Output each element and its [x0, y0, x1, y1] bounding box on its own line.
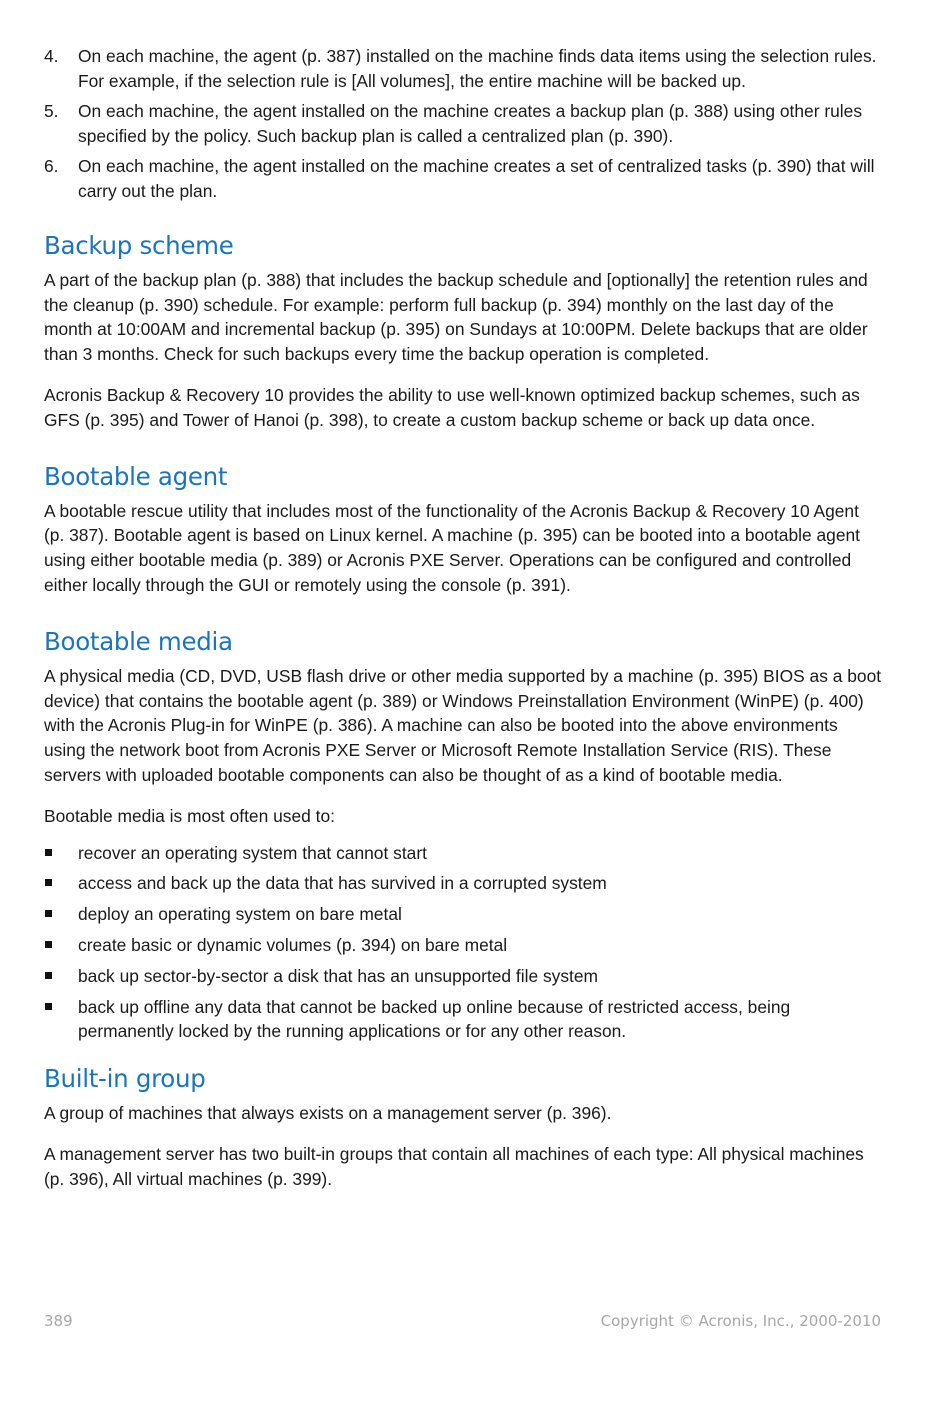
step-text: On each machine, the agent installed on the machine creates a backup plan (p. 388) using other rules specified by the policy. Such backup plan is called a centralized plan (p. 390).	[78, 101, 863, 146]
list-item-text: access and back up the data that has survived in a corrupted system	[78, 873, 607, 894]
page-footer	[44, 1312, 881, 1330]
paragraph: A part of the backup plan (p. 388) that includes the backup schedule and [optionally] the retention rules and the cleanup (p. 390) schedule. For example: perform full backup (p. 394) monthly on the last day of the month at 10:00AM and incremental backup (p. 395) on Sundays at 10:00PM. Delete backups that are older than 3 months. Check for such backups every time the backup operation is completed.	[44, 269, 868, 365]
heading-built-in-group: Built-in group	[44, 1064, 206, 1094]
list-item-text: create basic or dynamic volumes (p. 394) on bare metal	[78, 934, 508, 955]
bullet-square-icon	[45, 910, 52, 917]
paragraph: A bootable rescue utility that includes most of the functionality of the Acronis Backup & Recovery 10 Agent (p. 387). Bootable agent is based on Linux kernel. A machine (p. 395) can be booted into a bootable agent using either bootable media (p. 389) or Acronis PXE Server. Operations can be configured and controlled either locally through the GUI or remotely using the console (p. 391).	[44, 500, 861, 595]
paragraph: Acronis Backup & Recovery 10 provides the ability to use well-known optimized backup schemes, such as GFS (p. 395) and Tower of Hanoi (p. 398), to create a custom backup scheme or back up data once.	[44, 384, 860, 430]
paragraph: A management server has two built-in groups that contain all machines of each type: All physical machines (p. 396), All virtual machines (p. 399).	[44, 1143, 864, 1189]
bullet-square-icon	[45, 941, 52, 948]
section-backup-scheme	[44, 231, 884, 433]
step-text: On each machine, the agent (p. 387) installed on the machine finds data items using the selection rules. For example, if the selection rule is [All volumes], the entire machine will be backed up.	[78, 46, 877, 91]
paragraph: A physical media (CD, DVD, USB flash drive or other media supported by a machine (p. 395) BIOS as a boot device) that contains the bootable agent (p. 389) or Windows Preinstallation Environment (WinPE) (p. 400) with the Acronis Plug-in for WinPE (p. 386). A machine can also be booted into the above environments using the network boot from Acronis PXE Server or Microsoft Remote Installation Service (RIS). These servers with uploaded bootable components can also be thought of as a kind of bootable media.	[44, 665, 882, 785]
bullet-square-icon	[45, 879, 52, 886]
bullet-square-icon	[45, 972, 52, 979]
step-item	[44, 99, 884, 149]
heading-bootable-agent: Bootable agent	[44, 461, 228, 491]
bullet-square-icon	[45, 1003, 52, 1010]
section-bootable-agent	[44, 462, 884, 598]
list-item	[44, 964, 884, 989]
list-item-text: deploy an operating system on bare metal	[78, 904, 402, 925]
step-number: 4.	[44, 46, 59, 66]
step-text: On each machine, the agent installed on the machine creates a set of centralized tasks (p. 390) that will carry out the plan.	[78, 156, 875, 201]
heading-bootable-media: Bootable media	[44, 626, 233, 656]
list-item	[44, 933, 884, 958]
list-item-text: back up offline any data that cannot be backed up online because of restricted access, being permanently locked by the running applications or for any other reason.	[78, 996, 791, 1042]
heading-backup-scheme: Backup scheme	[44, 230, 234, 260]
step-item	[44, 154, 884, 204]
page-number: 389	[44, 1312, 73, 1330]
list-item-text: back up sector-by-sector a disk that has an unsupported file system	[78, 965, 599, 986]
step-number: 6.	[44, 156, 59, 177]
paragraph: Bootable media is most often used to:	[44, 805, 335, 826]
section-bootable-media	[44, 627, 884, 1044]
step-list	[44, 44, 884, 204]
paragraph: A group of machines that always exists on a management server (p. 396).	[44, 1103, 612, 1124]
step-item	[44, 44, 884, 94]
copyright-notice: Copyright © Acronis, Inc., 2000-2010	[600, 1312, 881, 1330]
list-item	[44, 995, 884, 1045]
section-built-in-group	[44, 1064, 884, 1191]
list-item	[44, 841, 884, 866]
step-number: 5.	[44, 101, 59, 122]
page-content	[44, 44, 884, 1208]
bullet-square-icon	[45, 849, 52, 856]
list-item-text: recover an operating system that cannot start	[78, 842, 427, 863]
bullet-list	[44, 841, 884, 1045]
list-item	[44, 902, 884, 927]
list-item	[44, 871, 884, 896]
